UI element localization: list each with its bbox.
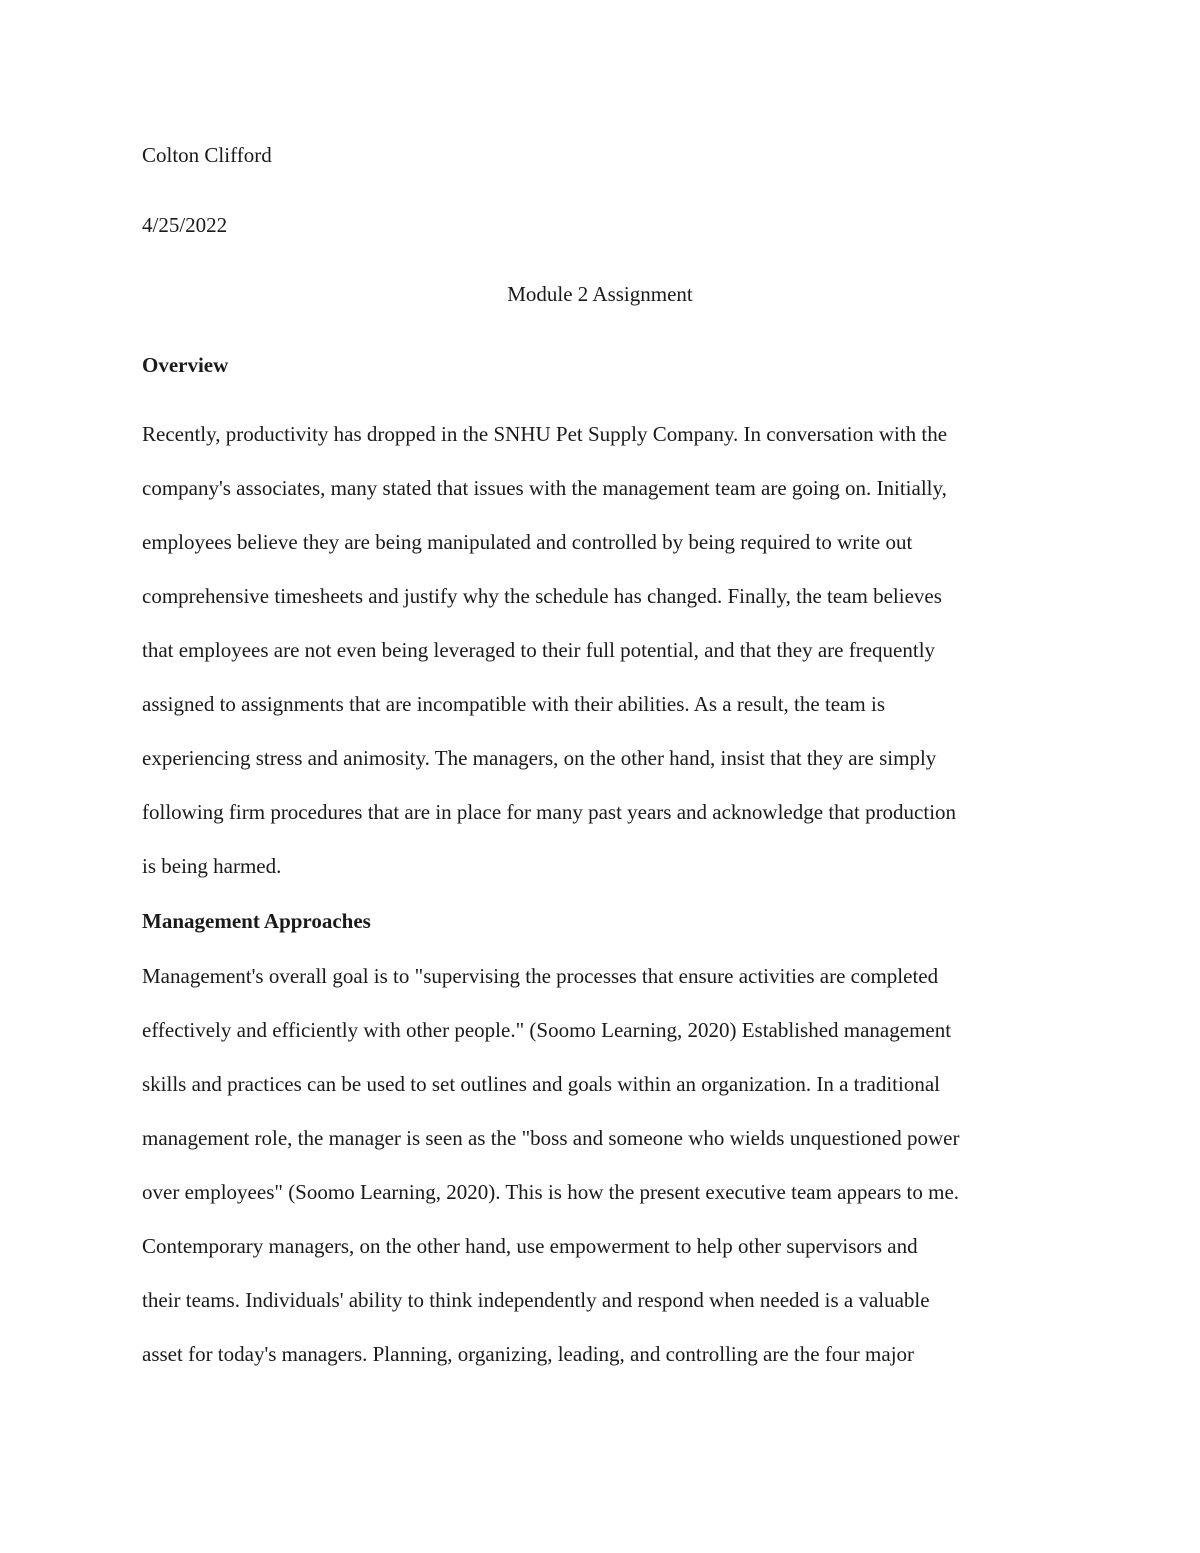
overview-paragraph xyxy=(142,407,1072,893)
paragraph-line: that employees are not even being leveraged to their full potential, and that they are frequently xyxy=(142,638,936,662)
heading-text: Management Approaches xyxy=(142,909,371,933)
paragraph-line: management role, the manager is seen as the "boss and someone who wields unquestioned power xyxy=(142,1126,960,1150)
paragraph-line: asset for today's managers. Planning, organizing, leading, and controlling are the four major xyxy=(142,1342,915,1366)
paragraph-line: their teams. Individuals' ability to think independently and respond when needed is a valuable xyxy=(142,1288,930,1312)
document-title: Module 2 Assignment xyxy=(507,282,693,306)
author-name xyxy=(142,128,1072,182)
management-approaches-paragraph xyxy=(142,949,1072,1381)
paragraph-line: is being harmed. xyxy=(142,854,282,878)
paragraph-line: skills and practices can be used to set outlines and goals within an organization. In a traditional xyxy=(142,1072,940,1096)
paragraph-line: following firm procedures that are in place for many past years and acknowledge that production xyxy=(142,800,957,824)
paragraph-line: experiencing stress and animosity. The managers, on the other hand, insist that they are simply xyxy=(142,746,937,770)
heading-text: Overview xyxy=(142,353,229,377)
section-heading-overview xyxy=(142,338,1072,392)
document-date xyxy=(142,198,1072,252)
paragraph-line: Contemporary managers, on the other hand, use empowerment to help other supervisors and xyxy=(142,1234,918,1258)
paragraph-line: assigned to assignments that are incompatible with their abilities. As a result, the team is xyxy=(142,692,886,716)
paragraph-line: employees believe they are being manipulated and controlled by being required to write out xyxy=(142,530,913,554)
date-line: 4/25/2022 xyxy=(142,213,228,237)
paragraph-line: company's associates, many stated that issues with the management team are going on. Initially, xyxy=(142,476,947,500)
paragraph-line: comprehensive timesheets and justify why the schedule has changed. Finally, the team believes xyxy=(142,584,942,608)
section-heading-management-approaches xyxy=(142,894,1072,948)
paragraph-line: over employees" (Soomo Learning, 2020). This is how the present executive team appears to me. xyxy=(142,1180,960,1204)
paragraph-line: Recently, productivity has dropped in the SNHU Pet Supply Company. In conversation with the xyxy=(142,422,948,446)
author-line: Colton Clifford xyxy=(142,143,272,167)
paragraph-line: Management's overall goal is to "supervising the processes that ensure activities are completed xyxy=(142,964,939,988)
paragraph-line: effectively and efficiently with other people." (Soomo Learning, 2020) Established management xyxy=(142,1018,952,1042)
